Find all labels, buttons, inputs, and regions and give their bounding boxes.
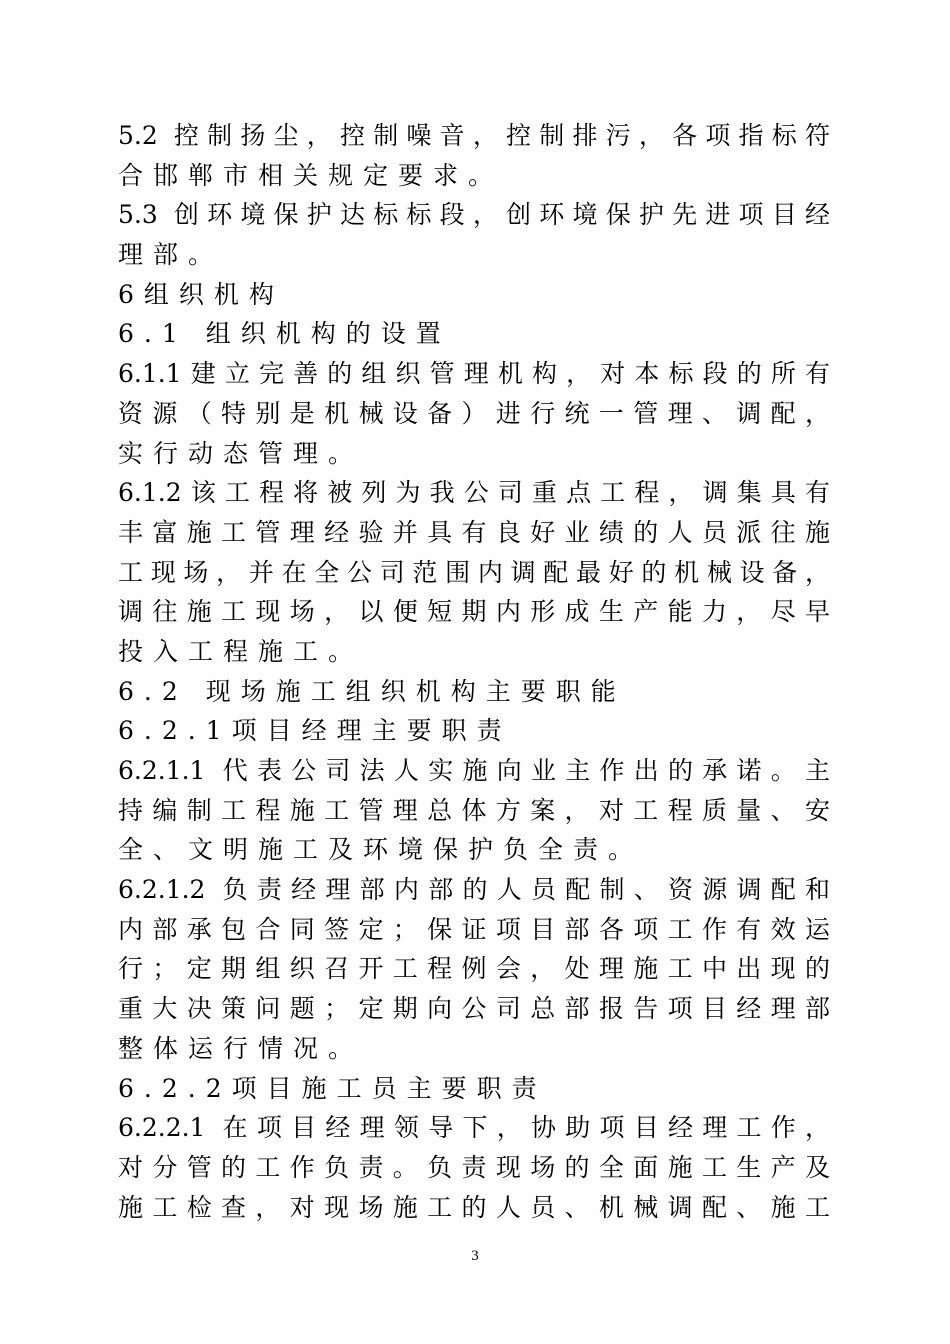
text-line: 行；定期组织召开工程例会，处理施工中出现的	[118, 954, 830, 984]
text-line: 投入工程施工。	[118, 636, 364, 666]
text-line: 全、文明施工及环境保护负全责。	[118, 835, 644, 865]
text-line: 工现场，并在全公司范围内调配最好的机械设备，	[118, 557, 830, 587]
text-line: 调往施工现场，以便短期内形成生产能力，尽早	[118, 597, 830, 627]
text-line: 持编制工程施工管理总体方案，对工程质量、安	[118, 795, 830, 825]
text-line: 6.1.1建立完善的组织管理机构，对本标段的所有	[118, 359, 830, 389]
text-line: 理部。	[118, 240, 224, 270]
page-number: 3	[471, 1248, 479, 1264]
text-line: 实行动态管理。	[118, 438, 364, 468]
text-line: 合邯郸市相关规定要求。	[118, 160, 504, 190]
section-heading: 6组织机构	[118, 279, 284, 309]
body-text	[118, 116, 830, 1227]
text-line: 施工检查，对现场施工的人员、机械调配、施工	[118, 1192, 830, 1222]
text-line: 对分管的工作负责。负责现场的全面施工生产及	[118, 1152, 830, 1182]
section-heading: 6.2.2项目施工员主要职责	[118, 1073, 547, 1103]
section-heading: 6.1 组织机构的设置	[118, 319, 451, 349]
text-line: 5.3 创环境保护达标标段，创环境保护先进项目经	[118, 200, 830, 230]
text-line: 6.2.2.1 在项目经理领导下，协助项目经理工作，	[118, 1113, 830, 1143]
text-line: 丰富施工管理经验并具有良好业绩的人员派往施	[118, 517, 830, 547]
section-heading: 6.2.1项目经理主要职责	[118, 716, 512, 746]
text-line: 重大决策问题；定期向公司总部报告项目经理部	[118, 994, 830, 1024]
text-line: 内部承包合同签定；保证项目部各项工作有效运	[118, 914, 830, 944]
text-line: 5.2 控制扬尘，控制噪音，控制排污，各项指标符	[118, 121, 830, 150]
text-line: 6.2.1.2 负责经理部内部的人员配制、资源调配和	[118, 875, 830, 905]
text-line: 资源（特别是机械设备）进行统一管理、调配，	[118, 398, 830, 428]
text-line: 6.1.2该工程将被列为我公司重点工程，调集具有	[118, 478, 830, 508]
text-line: 6.2.1.1 代表公司法人实施向业主作出的承诺。主	[118, 756, 830, 785]
text-line: 整体运行情况。	[118, 1033, 364, 1063]
section-heading: 6.2 现场施工组织机构主要职能	[118, 676, 626, 706]
